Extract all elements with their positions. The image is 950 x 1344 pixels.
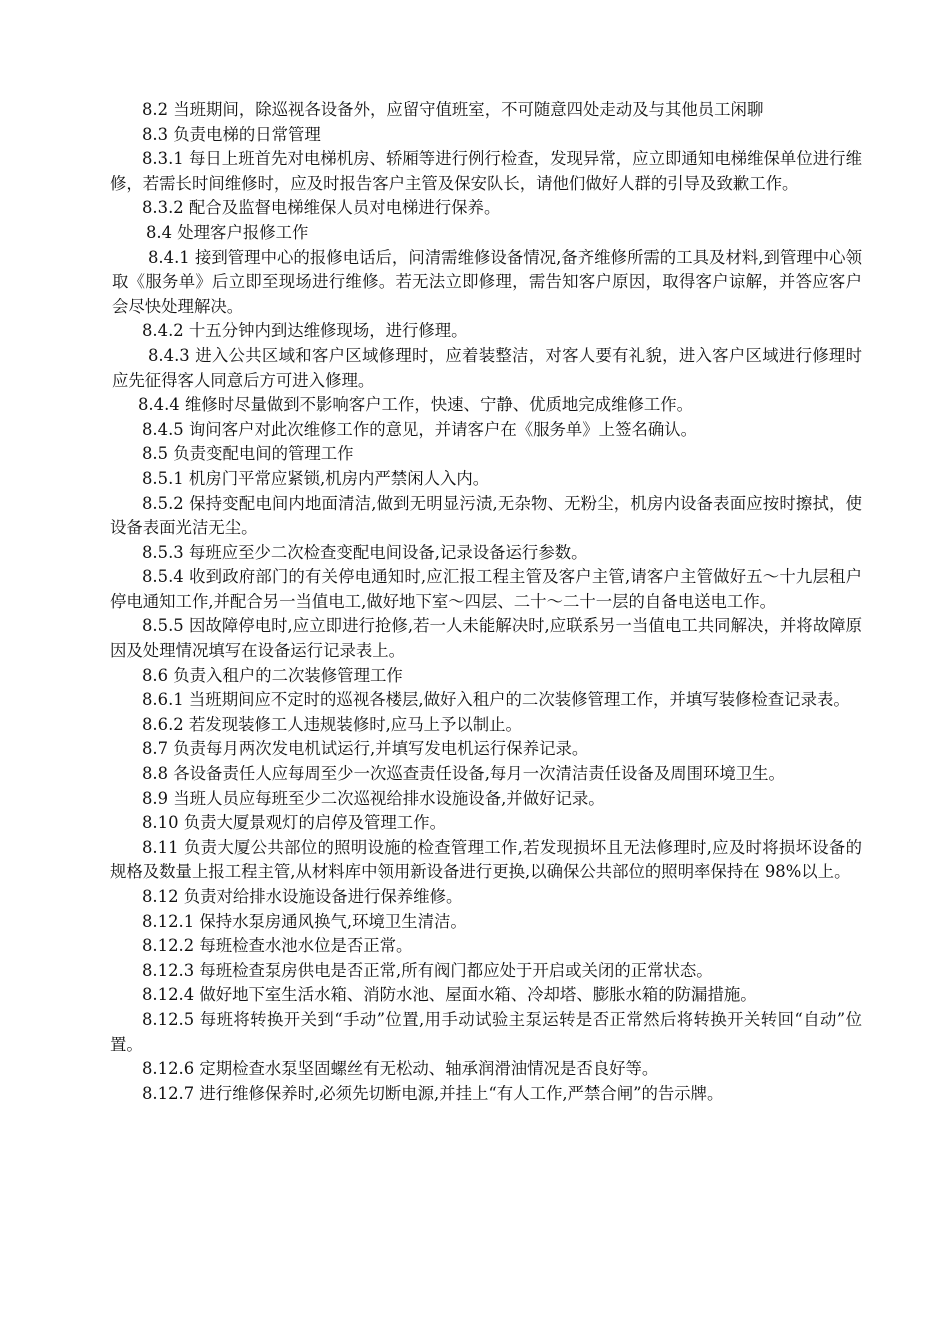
paragraph-8-12-2: 8.12.2 每班检查水池水位是否正常。 [142,936,413,956]
paragraph-8-6-2: 8.6.2 若发现装修工人违规装修时,应马上予以制止。 [142,714,522,734]
paragraph-8-12-3: 8.12.3 每班检查泵房供电是否正常,所有阀门都应处于开启或关闭的正常状态。 [142,960,713,980]
paragraph-8-6-1: 8.6.1 当班期间应不定时的巡视各楼层,做好入租户的二次装修管理工作，并填写装修检查记录表。 [142,690,850,710]
paragraph-8-10: 8.10 负责大厦景观灯的启停及管理工作。 [142,813,446,833]
paragraph-8-12-1: 8.12.1 保持水泵房通风换气,环境卫生清洁。 [142,911,467,931]
paragraph-8-7: 8.7 负责每月两次发电机试运行,并填写发电机运行保养记录。 [142,739,589,759]
paragraph-8-5-2: 8.5.2 保持变配电间内地面清洁,做到无明显污渍,无杂物、无粉尘，机房内设备表面应按时擦拭，使设备表面光洁无尘。 [110,493,862,538]
section-heading-8-5: 8.5 负责变配电间的管理工作 [142,444,354,464]
paragraph-8-4-4: 8.4.4 维修时尽量做到不影响客户工作，快速、宁静、优质地完成维修工作。 [138,395,694,415]
paragraph-8-12-6: 8.12.6 定期检查水泵坚固螺丝有无松动、轴承润滑油情况是否良好等。 [142,1059,659,1079]
section-heading-8-4: 8.4 处理客户报修工作 [146,222,309,242]
paragraph-8-4-3: 8.4.3 进入公共区域和客户区域修理时，应着装整洁，对客人要有礼貌，进入客户区域进行修理时应先征得客人同意后方可进入修理。 [112,345,862,390]
paragraph-8-9: 8.9 当班人员应每班至少二次巡视给排水设施设备,并做好记录。 [142,788,605,808]
paragraph-8-3-1: 8.3.1 每日上班首先对电梯机房、轿厢等进行例行检查，发现异常，应立即通知电梯维保单位进行维修，若需长时间维修时，应及时报告客户主管及保安队长，请他们做好人群的引导及致歉工作。 [110,149,862,193]
paragraph-8-12-7: 8.12.7 进行维修保养时,必须先切断电源,并挂上“有人工作,严禁合闸”的告示牌。 [142,1083,724,1103]
paragraph-8-12-5: 8.12.5 每班将转换开关到“手动”位置,用手动试验主泵运转是否正常然后将转换开关转回“自动”位置。 [110,1009,862,1054]
document-body [110,98,862,1106]
section-heading-8-12: 8.12 负责对给排水设施设备进行保养维修。 [142,887,463,906]
paragraph-8-4-1: 8.4.1 接到管理中心的报修电话后，问清需维修设备情况,备齐维修所需的工具及材料,到管理中心领取《服务单》后立即至现场进行维修。若无法立即修理，需告知客户原因，取得客户谅解，并答应客户会尽快处理解决。 [112,247,862,316]
paragraph-8-12-4: 8.12.4 做好地下室生活水箱、消防水池、屋面水箱、冷却塔、膨胀水箱的防漏措施。 [142,985,757,1005]
paragraph-8-3-2: 8.3.2 配合及监督电梯维保人员对电梯进行保养。 [142,198,501,218]
section-heading-8-3: 8.3 负责电梯的日常管理 [142,124,321,144]
section-heading-8-6: 8.6 负责入租户的二次装修管理工作 [142,665,403,685]
paragraph-8-5-5: 8.5.5 因故障停电时,应立即进行抢修,若一人未能解决时,应联系另一当值电工共同解决，并将故障原因及处理情况填写在设备运行记录表上。 [110,616,862,661]
paragraph-8-2: 8.2 当班期间，除巡视各设备外，应留守值班室，不可随意四处走动及与其他员工闲聊 [142,100,764,119]
paragraph-8-5-3: 8.5.3 每班应至少二次检查变配电间设备,记录设备运行参数。 [142,542,588,562]
paragraph-8-4-5: 8.4.5 询问客户对此次维修工作的意见，并请客户在《服务单》上签名确认。 [142,419,698,439]
paragraph-8-11: 8.11 负责大厦公共部位的照明设施的检查管理工作,若发现损坏且无法修理时,应及时将损坏设备的规格及数量上报工程主管,从材料库中领用新设备进行更换,以确保公共部位的照明率保持在 98%以上。 [110,837,862,882]
paragraph-8-4-2: 8.4.2 十五分钟内到达维修现场，进行修理。 [142,321,468,341]
paragraph-8-8: 8.8 各设备责任人应每周至少一次巡查责任设备,每月一次清洁责任设备及周围环境卫生。 [142,764,785,784]
paragraph-8-5-4: 8.5.4 收到政府部门的有关停电通知时,应汇报工程主管及客户主管,请客户主管做好五～十九层租户停电通知工作,并配合另一当值电工,做好地下室～四层、二十～二十一层的自备电送电工作。 [110,567,862,611]
paragraph-8-5-1: 8.5.1 机房门平常应紧锁,机房内严禁闲人入内。 [142,468,490,488]
